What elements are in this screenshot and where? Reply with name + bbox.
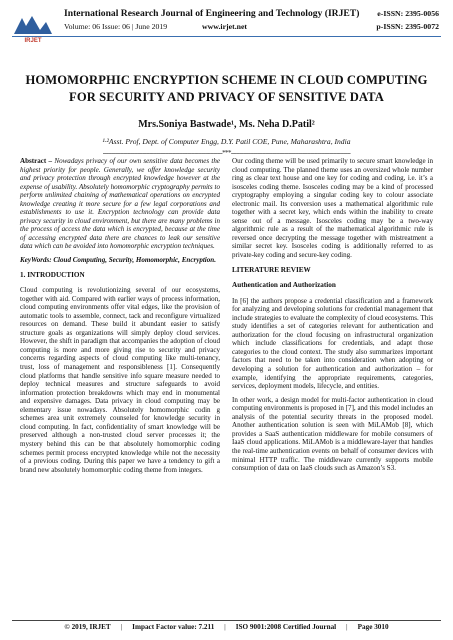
right-paragraph-3: In other work, a design model for multi-factor authentication in cloud computing environments is proposed in [7], and this model includes an analysis of the potential security threats in the proposed model. Another authentication solution is seen with MiLAMob [8], which provides a SaaS authentication middleware for mobile consumers of IaaS cloud applications. MiLAMob is a middleware-layer that handles the real-time authentication events on behalf of consumer devices with minimal HTTP traffic. The middleware currently supports mobile consumption of data on IaaS clouds such as Amazon’s S3. (232, 395, 433, 473)
paper-authors: Mrs.Soniya Bastwade¹, Ms. Neha D.Patil² (138, 119, 315, 130)
right-paragraph-2: In [6] the authors propose a credential classification and a framework for analyzing and developing solutions for credential management that include strategies to evaluate the complexity of cloud ecosystems. This study identifies a set of categories relevant for authentication and authorization for the cloud focusing on infrastructural organization which include classifications for credentials, and adapt those categories to the cloud context. The study also summarizes important factors that need to be taken into consideration when adopting or developing a solution for authentication and authorization – for example, identifying the appropriate requirements, categories, services, deployment models, lifecycle, and entities. (232, 296, 433, 391)
header-rule (12, 36, 441, 37)
right-paragraph-1: Our coding theme will be used primarily to secure smart knowledge in cloud computing. The planned theme uses an oversized whole number ring as clear text house and one key for coding and coding, i.e. it’s a isosceles coding theme. Isosceles coding may be a kind of processed cryptography employing a singular coding key to colour associate electronic mail. Its conversion uses a mathematical algorithmic rule together with a secret key, which ends within the inability to create sense out of a message. Isosceles coding may be a two-way algorithmic rule as a result of the mathematical algorithmic rule is reversed once decrypting the message together with mistreatment a similar secret key. Isosceles coding is additionally referred to as private-key coding and secure-key coding. (232, 157, 433, 260)
journal-title: International Research Journal of Engineering and Technology (IRJET) (64, 8, 360, 19)
section-heading-literature-review: LITERATURE REVIEW (232, 265, 311, 274)
section-heading-introduction: 1. INTRODUCTION (20, 270, 85, 279)
footer-impact-factor: Impact Factor value: 7.211 (132, 623, 215, 631)
journal-url[interactable]: www.irjet.net (202, 22, 248, 31)
abstract-label: Abstract – (20, 157, 53, 165)
keywords-text: Cloud Computing, Security, Homomorphic, Encryption. (53, 256, 216, 265)
intro-paragraph: Cloud computing is revolutionizing several of our ecosystems, together with aid. Compared with earlier ways of process information, cloud computing environments offer vital edges, like the provision of automatic tools to assemble, connect, tack and reconfigure virtualized resources on demand. These build it abundant easier to satisfy structure goals as organizations will simply deploy cloud services. However, the shift in paradigm that accompanies the adoption of cloud computing is more and more giving rise to security and privacy concerns regarding aspects of cloud computing like multi-tenancy, trust, loss of management and responsibleness [1]. Consequently cloud platforms that handle sensitive info square measure needed to deploy technical measures and structure safeguards to avoid information protection breakdowns which may end in monumental and expensive damages. Data privacy in cloud computing may be elementary issue nowadays. Absolutely homomorphic codin g schemes area unit extremely counseled for knowledge security in cloud computing. In fact, confidentiality of smart knowledge will be preserved although a non-trusted cloud server processes it; the mystery behind this can be that absolutely homomorphic coding schemes permit process encrypted knowledge while not the necessity of a previous coding. During this paper we have a tendency to gift a brand new absolutely homomorphic coding theme from integers. (20, 286, 220, 474)
irjet-logo-icon (12, 10, 54, 44)
footer-page-number: Page 3010 (357, 623, 389, 631)
e-issn: e-ISSN: 2395-0056 (377, 9, 439, 18)
footer-copyright: © 2019, IRJET (64, 623, 111, 631)
subsection-heading-authentication: Authentication and Authorization (232, 281, 336, 290)
abstract-text: Nowadays privacy of our own sensitive data becomes the highest priority for people. Generally, we offer knowledge security and privacy protection through encrypted knowledge however at the expense of usability. Absolutely homomorphic cryptography permits to perform unlimited chaining of mathematical operations on encrypted knowledge creating it more secure for a few legal corporations and establishments to use it. Encryption technology can provide data privacy security in cloud environment, but there are many problems in the process of access the data which is encrypted, because at the time of accessing encrypted data there are chances to leak our sensitive data which can be avoided into homomorphic encryption techniques. (20, 157, 220, 251)
journal-volume: Volume: 06 Issue: 06 | June 2019 (64, 22, 168, 31)
page-footer (20, 623, 433, 631)
keywords (20, 256, 220, 265)
right-column (232, 157, 433, 478)
p-issn: p-ISSN: 2395-0072 (376, 22, 439, 31)
footer-iso: ISO 9001:2008 Certified Journal (235, 623, 337, 631)
footer-divider: | (120, 623, 123, 631)
journal-header (0, 0, 453, 50)
title-separator: ---------------------------------------------------------------------***--------------------------------------------------------------------- (102, 149, 351, 157)
keywords-label: KeyWords: (20, 256, 52, 265)
footer-divider: | (224, 623, 226, 631)
svg-text:IRJET: IRJET (24, 38, 42, 44)
abstract (20, 157, 220, 251)
footer-divider: | (346, 623, 348, 631)
paper-title: HOMOMORPHIC ENCRYPTION SCHEME IN CLOUD COMPUTING FOR SECURITY AND PRIVACY OF SENSITIVE DATA (25, 73, 428, 104)
footer-rule (12, 620, 441, 621)
paper-affiliation: ¹·²Asst. Prof, Dept. of Computer Engg, D.Y. Patil COE, Pune, Maharashtra, India (102, 137, 351, 146)
left-column (20, 157, 220, 479)
